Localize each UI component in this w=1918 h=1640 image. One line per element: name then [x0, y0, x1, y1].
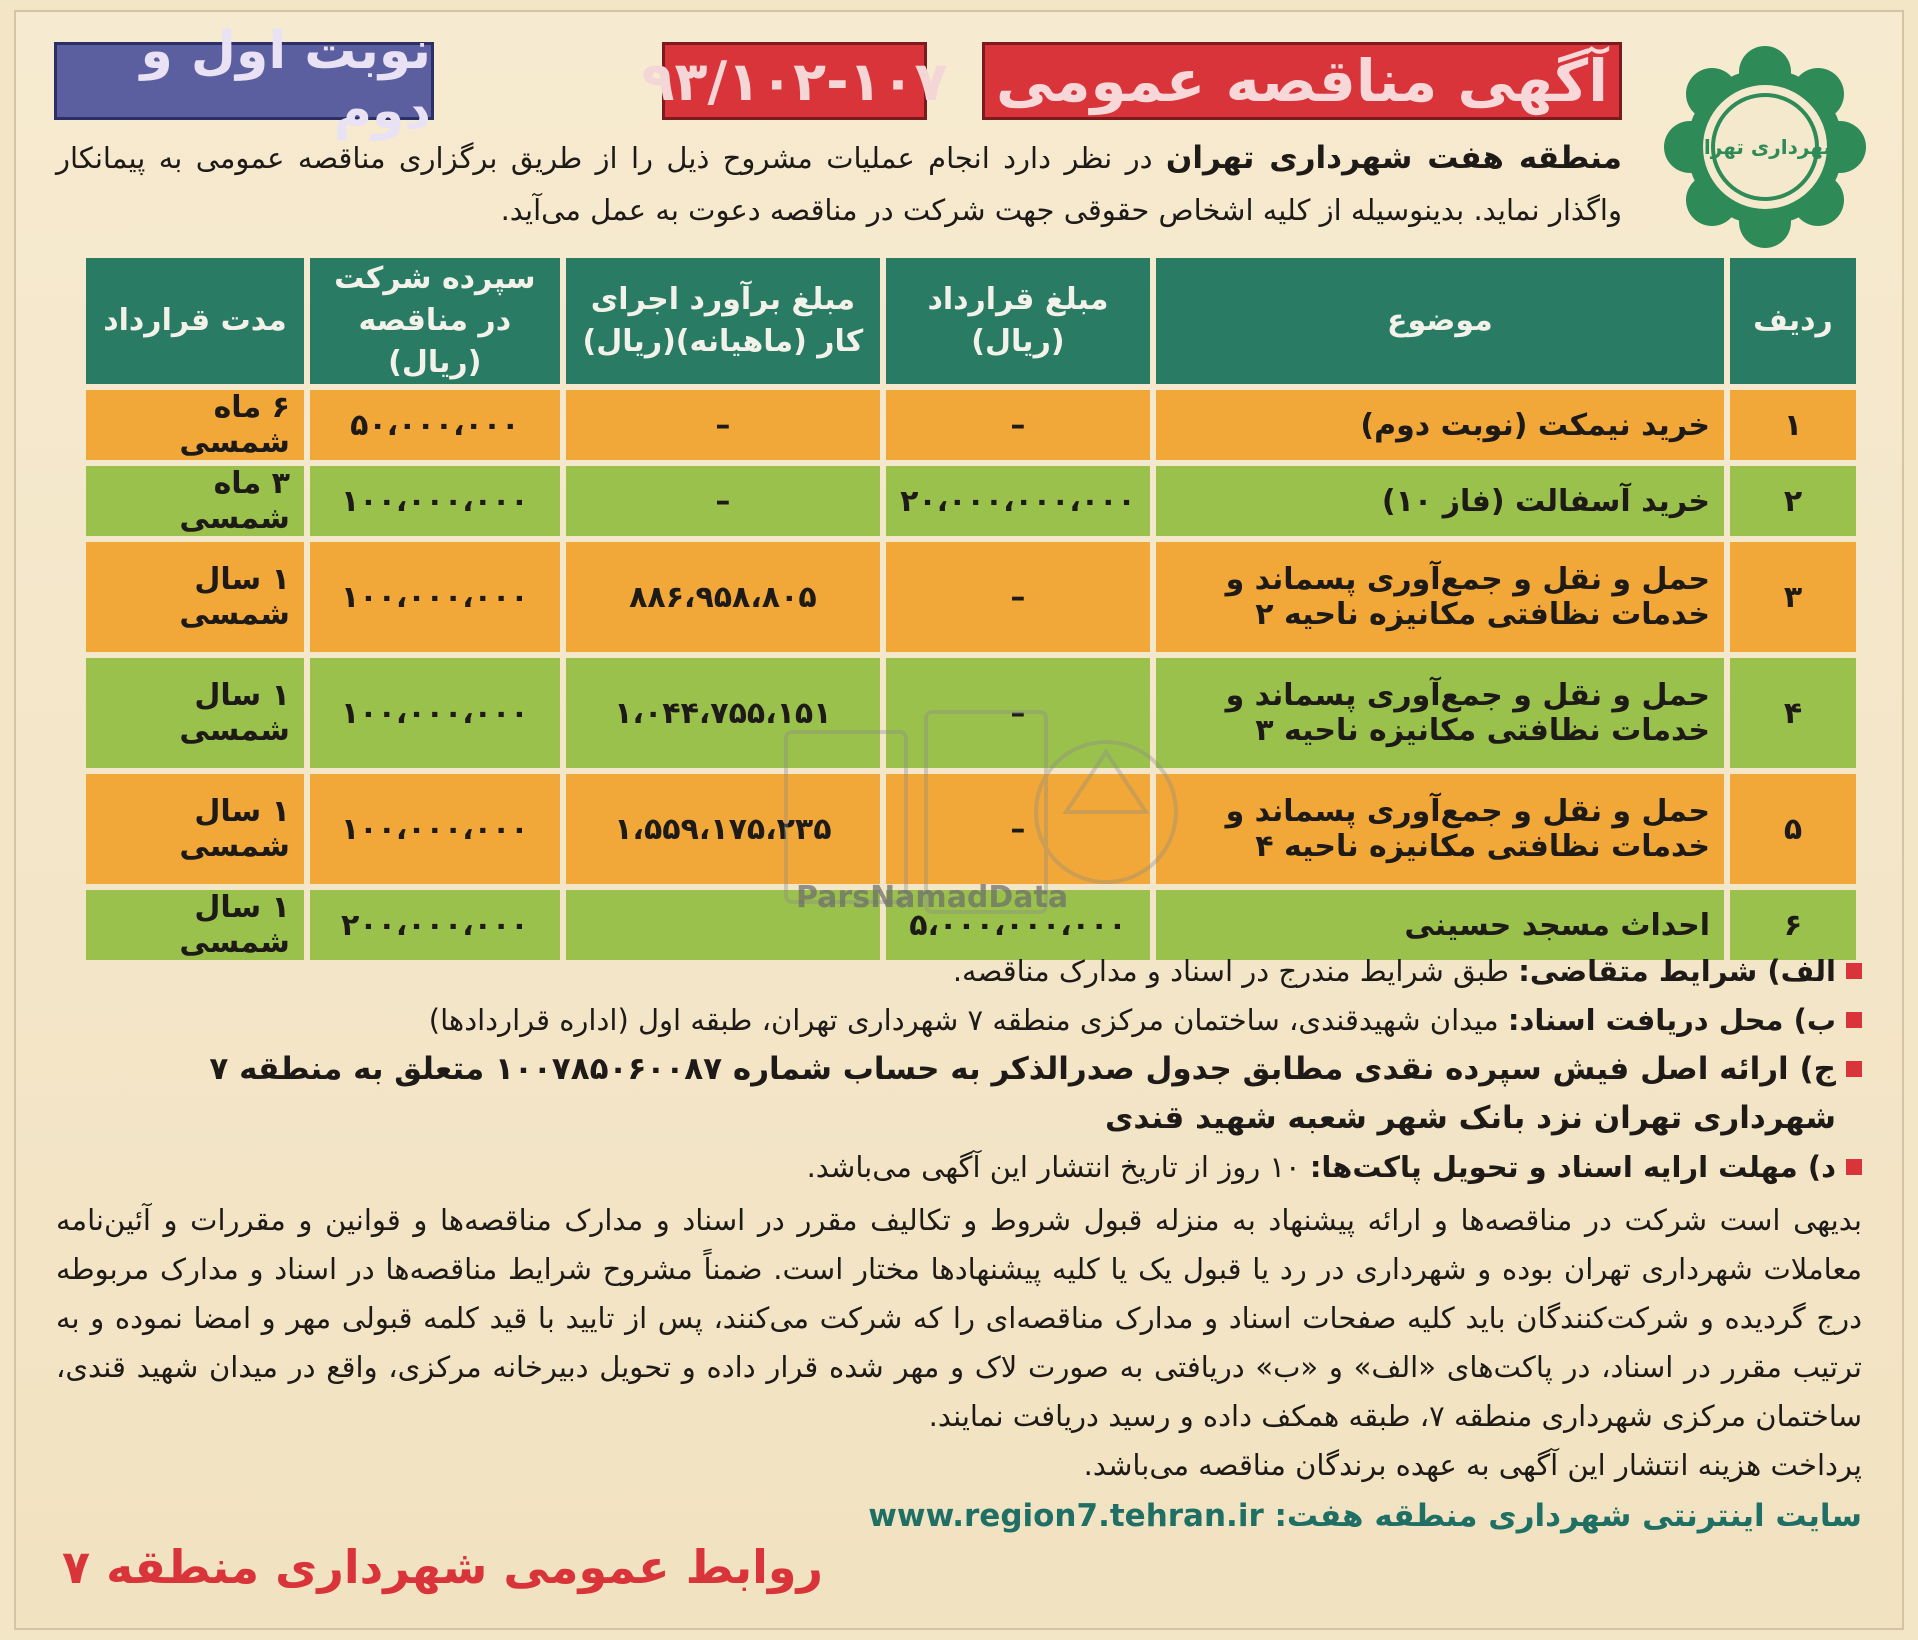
conditions-section — [56, 947, 1862, 1541]
cell-duration: ۱ سال شمسی — [86, 774, 304, 884]
cell-contract-amount: ۵،۰۰۰،۰۰۰،۰۰۰ — [886, 890, 1150, 960]
cell-deposit: ۱۰۰،۰۰۰،۰۰۰ — [310, 658, 560, 768]
cell-deposit: ۱۰۰،۰۰۰،۰۰۰ — [310, 542, 560, 652]
cell-row-number: ۴ — [1730, 658, 1856, 768]
condition-a — [56, 947, 1862, 996]
bullet-icon — [1846, 1159, 1862, 1175]
cell-row-number: ۳ — [1730, 542, 1856, 652]
condition-a-text: طبق شرایط مندرج در اسناد و مدارک مناقصه. — [952, 954, 1519, 988]
intro-text: در نظر دارد انجام عملیات مشروح ذیل را از طریق برگزاری مناقصه عمومی به پیمانکار واگذار نماید. بدینوسیله از کلیه اشخاص حقوقی جهت شرکت در مناقصه دعوت به عمل می‌آید. — [56, 141, 1622, 227]
tehran-municipality-logo — [1660, 42, 1870, 252]
cell-duration: ۶ ماه شمسی — [86, 390, 304, 460]
cell-duration: ۱ سال شمسی — [86, 658, 304, 768]
cell-subject: خرید آسفالت (فاز ۱۰) — [1156, 466, 1724, 536]
public-relations-signature: روابط عمومی شهرداری منطقه ۷ — [62, 1540, 823, 1594]
cell-row-number: ۲ — [1730, 466, 1856, 536]
website-label: سایت اینترنتی شهرداری منطقه هفت: — [1263, 1498, 1862, 1534]
condition-b-text: میدان شهیدقندی، ساختمان مرکزی منطقه ۷ شهرداری تهران، طبقه اول (اداره قراردادها) — [428, 1003, 1508, 1037]
condition-c-text: ج) ارائه اصل فیش سپرده نقدی مطابق جدول صدرالذکر به حساب شماره ۱۰۰۷۸۵۰۶۰۰۸۷ متعلق به منطقه ۷ شهرداری تهران نزد بانک شهر شعبه شهید قندی — [209, 1051, 1836, 1136]
cell-subject: حمل و نقل و جمع‌آوری پسماند و خدمات نظافتی مکانیزه ناحیه ۲ — [1156, 542, 1724, 652]
cell-row-number: ۱ — [1730, 390, 1856, 460]
cell-contract-amount: – — [886, 542, 1150, 652]
website-line — [56, 1492, 1862, 1541]
header-deposit: سپرده شرکت در مناقصه (ریال) — [310, 258, 560, 384]
cell-row-number: ۶ — [1730, 890, 1856, 960]
cell-deposit: ۱۰۰،۰۰۰،۰۰۰ — [310, 774, 560, 884]
cell-estimate: – — [566, 466, 880, 536]
condition-c — [56, 1045, 1862, 1143]
cell-contract-amount: ۲۰،۰۰۰،۰۰۰،۰۰۰ — [886, 466, 1150, 536]
condition-b — [56, 996, 1862, 1045]
logo-text: شهرداری تهران — [1686, 135, 1844, 159]
header-duration: مدت قرارداد — [86, 258, 304, 384]
cell-deposit: ۲۰۰،۰۰۰،۰۰۰ — [310, 890, 560, 960]
table-row — [86, 466, 1856, 536]
watermark-text: ParsNamadData — [796, 880, 1069, 915]
table-header-row — [86, 258, 1856, 384]
header-subject: موضوع — [1156, 258, 1724, 384]
header-row-number: ردیف — [1730, 258, 1856, 384]
cell-contract-amount: – — [886, 658, 1150, 768]
cell-estimate: – — [566, 390, 880, 460]
cell-row-number: ۵ — [1730, 774, 1856, 884]
cell-subject: احداث مسجد حسینی — [1156, 890, 1724, 960]
newspaper-ad — [14, 10, 1904, 1630]
condition-b-label: ب) محل دریافت اسناد: — [1507, 1003, 1836, 1037]
condition-d-label: د) مهلت ارایه اسناد و تحویل پاکت‌ها: — [1309, 1150, 1836, 1184]
terms-paragraph: بدیهی است شرکت در مناقصه‌ها و ارائه پیشنهاد به منزله قبول شروط و تکالیف مقرر در اسناد و مدارک مناقصه‌ها و قوانین و مقررات و آئین‌نامه معاملات شهرداری تهران بوده و شهرداری در رد یا قبول یک یا کلیه پیشنهادها مختار است. ضمناً مشروح شرایط مناقصه‌ها در اسناد و مدارک مربوطه درج گردیده و شرکت‌کنندگان باید کلیه صفحات اسناد و مدارک مناقصه‌ای را که شرکت می‌کنند، پس از تایید با قید کلمه قبولی مهر و امضا نموده و به ترتیب مقرر در اسناد، در پاکت‌های «الف» و «ب» دریافتی به صورت لاک و مهر شده قرار داده و تحویل دبیرخانه مرکزی، واقع در میدان شهید قندی، ساختمان مرکزی شهرداری منطقه ۷، طبقه همکف داده و رسید دریافت نمایند. — [56, 1203, 1862, 1433]
condition-a-label: الف) شرایط متقاضی: — [1518, 954, 1836, 988]
cell-duration: ۱ سال شمسی — [86, 890, 304, 960]
cell-subject: حمل و نقل و جمع‌آوری پسماند و خدمات نظافتی مکانیزه ناحیه ۴ — [1156, 774, 1724, 884]
bullet-icon — [1846, 1061, 1862, 1077]
ad-title: آگهی مناقصه عمومی — [982, 42, 1622, 120]
cell-deposit: ۱۰۰،۰۰۰،۰۰۰ — [310, 466, 560, 536]
cell-subject: حمل و نقل و جمع‌آوری پسماند و خدمات نظافتی مکانیزه ناحیه ۳ — [1156, 658, 1724, 768]
cell-estimate: ۱،۵۵۹،۱۷۵،۲۳۵ — [566, 774, 880, 884]
website-link[interactable]: www.region7.tehran.ir — [868, 1498, 1264, 1534]
cost-note: پرداخت هزینه انتشار این آگهی به عهده برندگان مناقصه می‌باشد. — [1083, 1448, 1862, 1482]
cell-duration: ۱ سال شمسی — [86, 542, 304, 652]
cell-contract-amount: – — [886, 774, 1150, 884]
condition-d-text: ۱۰ روز از تاریخ انتشار این آگهی می‌باشد. — [806, 1150, 1310, 1184]
publication-round: نوبت اول و دوم — [54, 42, 434, 120]
bullet-icon — [1846, 963, 1862, 979]
organization-name: منطقه هفت شهرداری تهران — [1165, 140, 1622, 176]
cell-estimate: ۱،۰۴۴،۷۵۵،۱۵۱ — [566, 658, 880, 768]
cell-deposit: ۵۰،۰۰۰،۰۰۰ — [310, 390, 560, 460]
condition-d — [56, 1143, 1862, 1192]
cell-duration: ۳ ماه شمسی — [86, 466, 304, 536]
header-estimate: مبلغ برآورد اجرای کار (ماهیانه)(ریال) — [566, 258, 880, 384]
cell-estimate: ۸۸۶،۹۵۸،۸۰۵ — [566, 542, 880, 652]
cell-subject: خرید نیمکت (نوبت دوم) — [1156, 390, 1724, 460]
intro-paragraph — [56, 132, 1622, 236]
header-contract-amount: مبلغ قرارداد (ریال) — [886, 258, 1150, 384]
table-row — [86, 542, 1856, 652]
table-row — [86, 390, 1856, 460]
cell-contract-amount: – — [886, 390, 1150, 460]
tender-code: ۹۳/۱۰۲-۱۰۷ — [662, 42, 927, 120]
bullet-icon — [1846, 1012, 1862, 1028]
